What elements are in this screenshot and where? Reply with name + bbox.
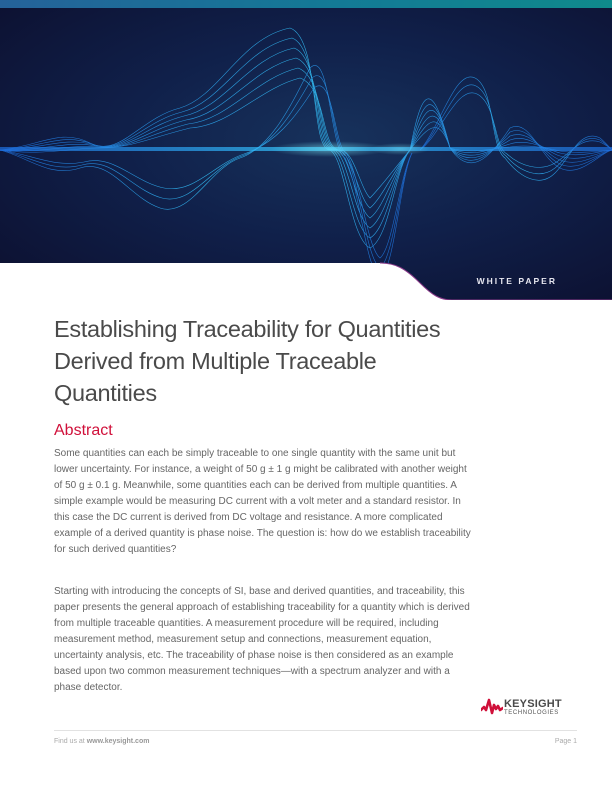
section-heading-abstract: Abstract xyxy=(54,422,113,439)
sound-wave-illustration xyxy=(0,8,612,300)
keysight-wave-logo-icon xyxy=(481,697,503,717)
keysight-logo xyxy=(481,697,581,719)
footer-website-link[interactable]: www.keysight.com xyxy=(86,738,150,745)
logo-name: KEYSIGHT xyxy=(504,698,562,710)
title-line: Quantities xyxy=(54,380,157,406)
footer-find-us xyxy=(54,738,149,745)
hero-banner xyxy=(0,8,612,300)
document-type-label: WHITE PAPER xyxy=(476,276,557,286)
abstract-paragraph: Starting with introducing the concepts of SI, base and derived quantities, and traceability, this paper presents the general approach of establishing traceability for a quantity which is derived from multiple traceable quantities. A measurement procedure will be required, including measurement method, measurement setup and connections, measurement equation, uncertainty analysis, etc. The traceability of phase noise is then considered as an example based upon two common measurement techniques—with a spectrum analyzer and with a phase detector. xyxy=(54,586,470,693)
logo-subtitle: TECHNOLOGIES xyxy=(504,710,559,716)
top-accent-bar xyxy=(0,0,612,8)
footer-divider xyxy=(54,730,577,731)
page-number: Page 1 xyxy=(554,738,577,745)
title-line: Derived from Multiple Traceable xyxy=(54,348,377,374)
title-line: Establishing Traceability for Quantities xyxy=(54,316,441,342)
abstract-paragraph: Some quantities can each be simply traceable to one single quantity with the same unit but lower uncertainty. For instance, a weight of 50 g ± 1 g might be calibrated with another weight of 50 g ± 0.1 g. Meanwhile, some quantities each can be derived from multiple quantities. A simple example would be measuring DC current with a volt meter and a standard resistor. In this case the DC current is derived from DC voltage and resistance. A more complicated example of a derived quantity is phase noise. The question is: how do we establish traceability for such derived quantities? xyxy=(54,448,471,555)
document-title xyxy=(54,313,474,409)
footer-prefix: Find us at xyxy=(54,738,87,745)
